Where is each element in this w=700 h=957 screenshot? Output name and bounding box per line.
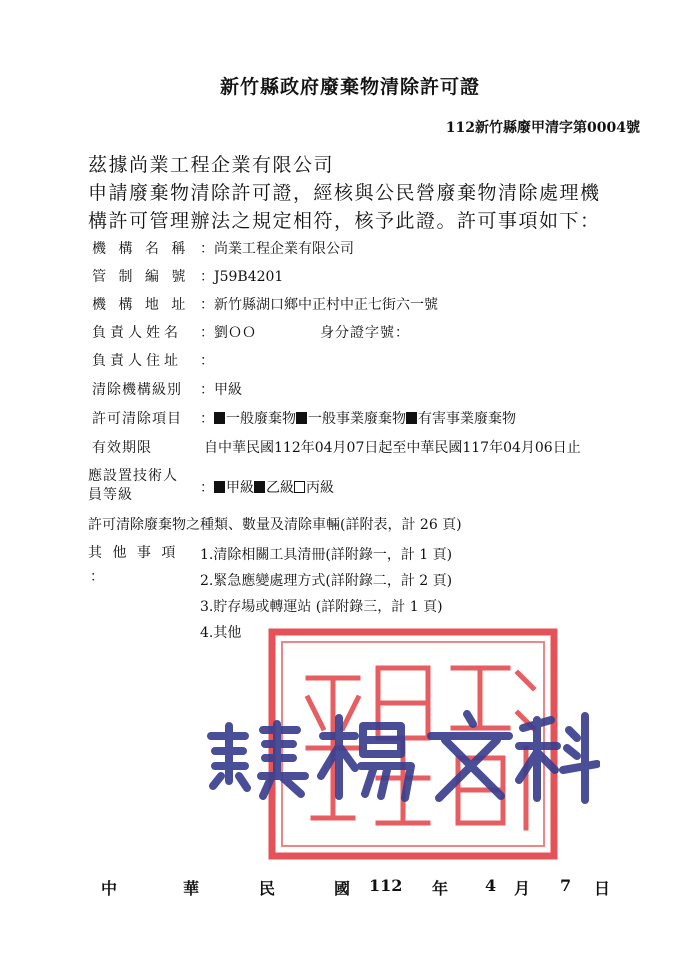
field-label: 員等級 xyxy=(88,487,133,503)
field-value: 尚業工程企業有限公司 xyxy=(214,241,354,257)
field-level: 清除機構級別 ：甲級 xyxy=(92,378,242,402)
document-number: 112新竹縣廢甲清字第0004號 xyxy=(445,120,640,136)
colon-mark: ： xyxy=(90,569,104,585)
field-value: 劉ＯＯ xyxy=(214,325,256,341)
intro-line-2: 申請廢棄物清除許可證，經核與公民營廢棄物清除處理機 xyxy=(88,182,601,204)
field-label: 有效期限 xyxy=(92,440,152,456)
field-label: 機 構 地 址 xyxy=(92,297,190,313)
field-value: J59B4201 xyxy=(214,269,284,285)
item-general-business-waste: 一般事業廢棄物 xyxy=(308,411,406,427)
intro-line-3: 構許可管理辦法之規定相符，核予此證。許可事項如下： xyxy=(88,210,601,232)
field-label: 清除機構級別 xyxy=(92,382,182,398)
other-item-1: 1.清除相關工具清冊(詳附錄一，計 1 頁) xyxy=(200,547,453,563)
field-tech-staff-levels: ： 甲級 乙級 丙級 xyxy=(200,480,334,496)
field-label: 機 構 名 稱 xyxy=(92,241,190,257)
tech-level-b: 乙級 xyxy=(266,480,294,496)
item-hazardous-waste: 有害事業廢棄物 xyxy=(418,411,516,427)
field-label: 管 制 編 號 xyxy=(92,269,190,285)
checkbox-checked xyxy=(214,481,225,493)
field-address: 機 構 地 址 ：新竹縣湖口鄉中正村中正七街六一號 xyxy=(92,293,438,317)
field-label: 應設置技術人 xyxy=(88,468,178,484)
certificate-title: 新竹縣政府廢棄物清除許可證 xyxy=(219,76,480,98)
field-label: 其 他 事 項 xyxy=(88,545,179,561)
other-matters-label xyxy=(88,541,178,565)
date-char-zhong: 中 xyxy=(101,879,118,898)
date-year: 112 xyxy=(369,876,403,895)
intro-line-1: 茲據尚業工程企業有限公司 xyxy=(88,154,335,176)
date-char-ri: 日 xyxy=(594,879,611,898)
field-permitted-items: 許可清除項目 ： 一般廢棄物 一般事業廢棄物 有害事業廢棄物 xyxy=(92,407,516,431)
field-label: 許可清除項目 xyxy=(92,411,182,427)
field-tech-staff-label xyxy=(88,467,178,505)
checkbox-checked xyxy=(296,412,307,424)
field-owner-name: 負責人姓名 ：劉ＯＯ 身分證字號： xyxy=(92,321,410,345)
date-char-hua: 華 xyxy=(183,879,200,898)
field-value: 新竹縣湖口鄉中正村中正七街六一號 xyxy=(214,297,438,313)
date-char-nian: 年 xyxy=(432,879,449,898)
checkbox-checked xyxy=(406,412,417,424)
field-owner-address: 負責人住址 ： xyxy=(92,349,214,373)
magistrate-signature xyxy=(205,706,600,806)
field-validity xyxy=(92,436,581,460)
tech-level-a: 甲級 xyxy=(226,480,254,496)
checkbox-checked xyxy=(254,481,265,493)
other-item-2: 2.緊急應變處理方式(詳附錄二，計 2 頁) xyxy=(200,573,453,589)
date-char-guo: 國 xyxy=(334,879,351,898)
date-char-yue: 月 xyxy=(514,879,531,898)
other-item-4: 4.其他 xyxy=(200,625,242,641)
field-organization-name: 機 構 名 稱 ：尚業工程企業有限公司 xyxy=(92,237,354,261)
field-value: 自中華民國112年04月07日起至中華民國117年04月06日止 xyxy=(204,440,581,456)
field-control-number: 管 制 編 號 ：J59B4201 xyxy=(92,265,283,289)
field-label: 負責人姓名 xyxy=(92,325,182,341)
other-item-3: 3.貯存場或轉運站 (詳附錄三，計 1 頁) xyxy=(200,599,443,615)
checkbox-checked xyxy=(214,412,225,424)
tech-level-c: 丙級 xyxy=(306,480,334,496)
field-value: 甲級 xyxy=(214,382,242,398)
date-day: 7 xyxy=(560,876,572,895)
waste-types-line: 許可清除廢棄物之種類、數量及清除車輛(詳附表，計 26 頁) xyxy=(88,517,462,533)
id-number-label: 身分證字號： xyxy=(320,325,410,341)
field-label: 負責人住址 xyxy=(92,353,182,369)
date-char-min: 民 xyxy=(259,879,276,898)
checkbox-unchecked xyxy=(294,481,305,493)
date-month: 4 xyxy=(485,876,497,895)
item-general-waste: 一般廢棄物 xyxy=(226,411,296,427)
